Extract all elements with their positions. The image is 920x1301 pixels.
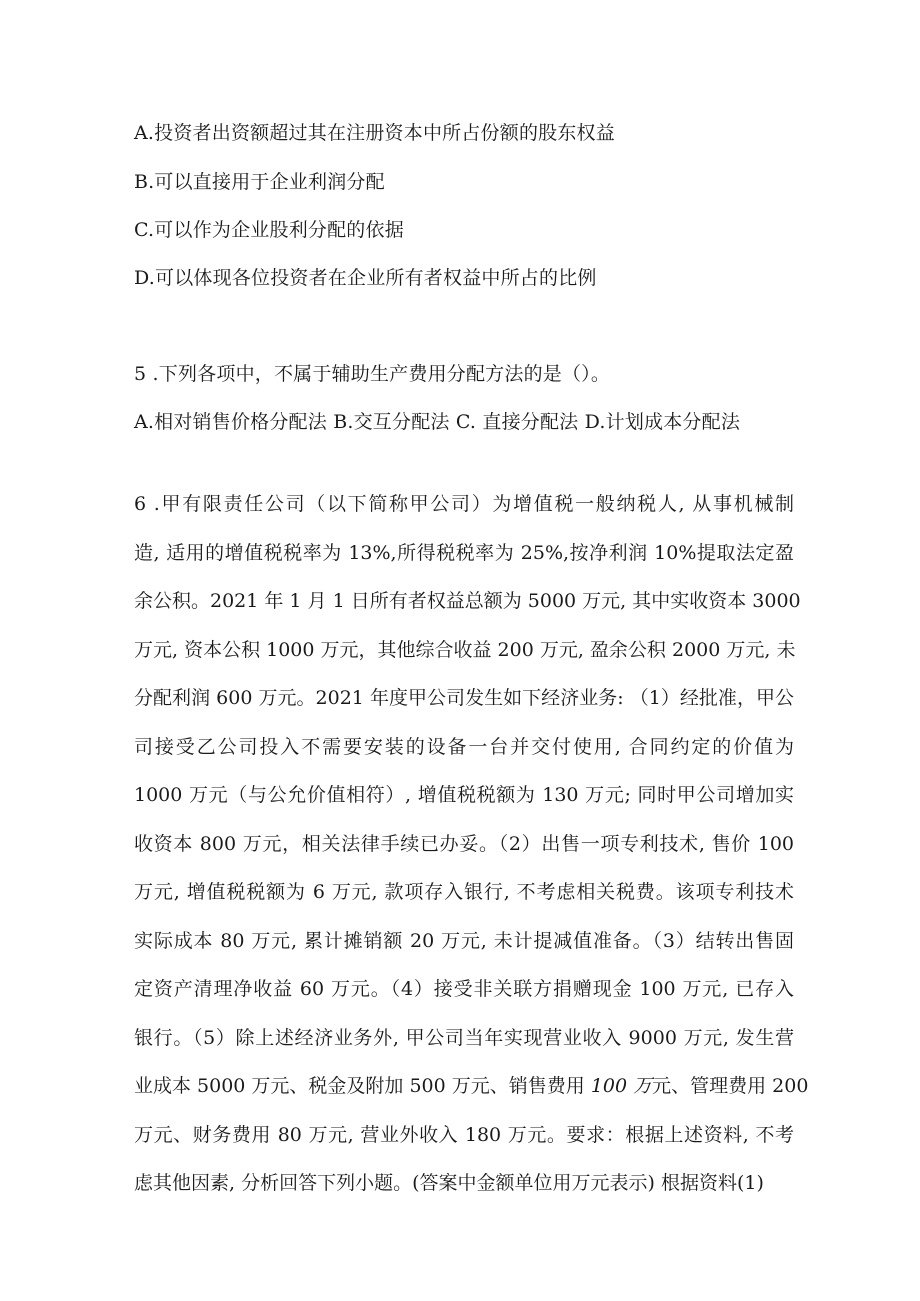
q6-line: 万元, 增值税税额为 6 万元, 款项存入银行, 不考虑相关税费。该项专利技术 <box>134 881 794 903</box>
q6-line-13-start: 业成本 5000 万元、税金及附加 500 万元、销售费用 <box>134 1075 591 1097</box>
q4-option-b: B.可以直接用于企业利润分配 <box>134 171 385 193</box>
q6-line: 收资本 800 万元，相关法律手续已办妥。（2）出售一项专利技术, 售价 100 <box>134 832 794 855</box>
q4-option-a: A.投资者出资额超过其在注册资本中所占份额的股东权益 <box>134 122 615 144</box>
q4-option-c: C.可以作为企业股利分配的依据 <box>134 219 404 241</box>
q6-line-13-italic: 100 万 <box>590 1075 653 1097</box>
q6-line: 司接受乙公司投入不需要安装的设备一台并交付使用, 合同约定的价值为 <box>134 735 794 758</box>
q6-line: 万元、财务费用 80 万元, 营业外收入 180 万元。要求：根据上述资料, 不考 <box>134 1123 794 1146</box>
q6-line: 1000 万元（与公允价值相符）, 增值税税额为 130 万元; 同时甲公司增加实 <box>134 784 794 806</box>
q5-stem: 5 .下列各项中，不属于辅助生产费用分配方法的是（）。 <box>134 363 611 385</box>
q6-line: 造, 适用的增值税税率为 13%,所得税税率为 25%,按净利润 10%提取法定盈 <box>134 541 794 564</box>
q6-line: 虑其他因素, 分析回答下列小题。(答案中金额单位用万元表示) 根据资料(1) <box>134 1172 764 1194</box>
q6-line: 万元, 资本公积 1000 万元，其他综合收益 200 万元, 盈余公积 2000 万元, 未 <box>134 638 796 661</box>
q5-options: A.相对销售价格分配法 B.交互分配法 C. 直接分配法 D.计划成本分配法 <box>134 411 741 433</box>
q6-line-13-end: 元、管理费用 200 <box>652 1075 809 1097</box>
q6-line: 定资产清理净收益 60 万元。（4）接受非关联方捐赠现金 100 万元, 已存入 <box>134 978 794 1000</box>
q6-line: 实际成本 80 万元, 累计摊销额 20 万元, 未计提减值准备。（3）结转出售固 <box>134 929 794 952</box>
q6-line: 余公积。2021 年 1 月 1 日所有者权益总额为 5000 万元, 其中实收资本 3000 <box>134 590 801 612</box>
q6-paragraph <box>134 480 809 1208</box>
q4-option-d: D.可以体现各位投资者在企业所有者权益中所占的比例 <box>134 267 597 289</box>
q6-line: 银行。（5）除上述经济业务外, 甲公司当年实现营业收入 9000 万元, 发生营 <box>134 1026 794 1049</box>
q6-line: 分配利润 600 万元。2021 年度甲公司发生如下经济业务: （1）经批准，甲公 <box>134 687 794 709</box>
q6-line-13 <box>134 1062 809 1111</box>
q6-line: 6 .甲有限责任公司（以下简称甲公司）为增值税一般纳税人, 从事机械制 <box>134 493 794 515</box>
